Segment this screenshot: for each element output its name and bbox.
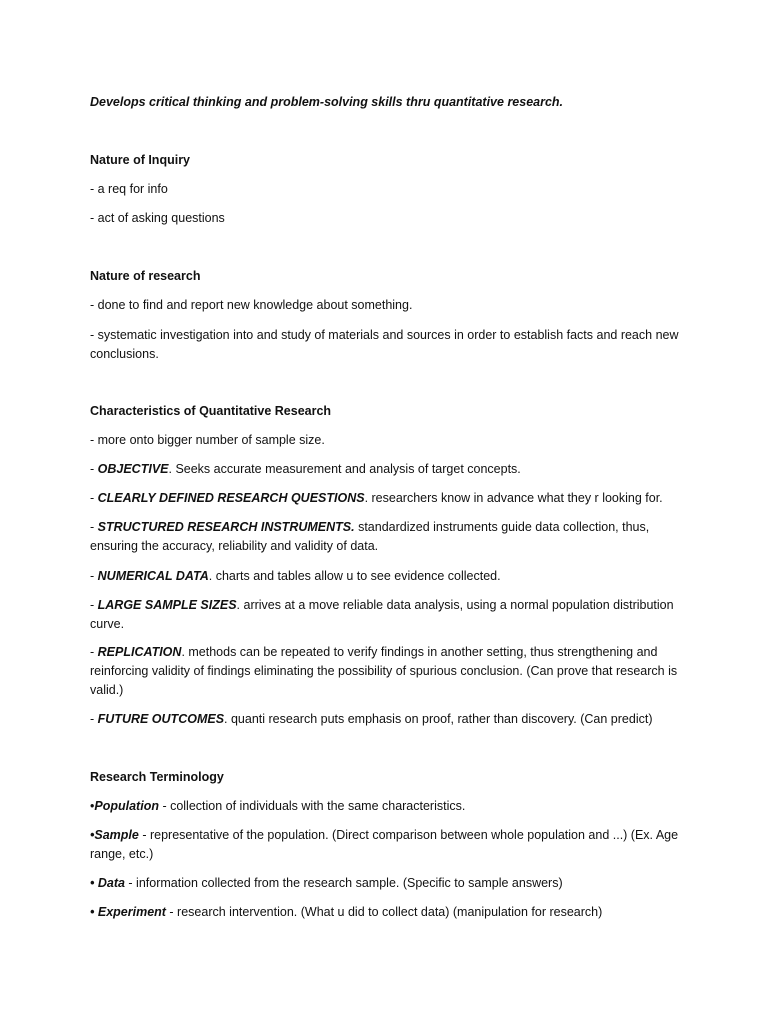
item-text: - information collected from the research sample. (Specific to sample answers) bbox=[124, 876, 563, 890]
item-term: LARGE SAMPLE SIZES bbox=[97, 598, 237, 612]
item-prefix: - bbox=[90, 491, 98, 505]
item-text: . researchers know in advance what they r looking for. bbox=[364, 491, 663, 505]
item-prefix: - bbox=[90, 598, 98, 612]
item-term: Sample bbox=[94, 828, 139, 842]
item-prefix: - bbox=[90, 645, 98, 659]
item-prefix: - bbox=[90, 569, 98, 583]
item-text: - representative of the population. (Direct comparison between whole population and ...) (Ex. Age range, etc.) bbox=[90, 828, 679, 861]
item-text: - collection of individuals with the same characteristics. bbox=[158, 799, 466, 813]
terminology-item-experiment bbox=[90, 903, 680, 922]
characteristic-item-objective bbox=[90, 460, 680, 479]
item-term: REPLICATION bbox=[97, 645, 182, 659]
bullet-icon: • bbox=[90, 828, 95, 842]
terminology-item-population bbox=[90, 797, 680, 816]
item-text: . arrives at a move reliable data analysis, using a normal population distribution curve. bbox=[90, 598, 674, 631]
item-prefix: - bbox=[90, 462, 98, 476]
inquiry-item: - a req for info bbox=[90, 182, 168, 196]
item-prefix: - bbox=[90, 712, 98, 726]
characteristic-item-future bbox=[90, 710, 680, 729]
item-term: Data bbox=[97, 876, 125, 890]
item-text: standardized instruments guide data collection, thus, ensuring the accuracy, reliability and validity of data. bbox=[90, 520, 650, 553]
research-item: - systematic investigation into and study of materials and sources in order to establish facts and reach new conclusions. bbox=[90, 328, 679, 361]
characteristic-item-replication bbox=[90, 643, 680, 700]
section-heading-research: Nature of research bbox=[90, 269, 201, 283]
item-term: NUMERICAL DATA bbox=[97, 569, 209, 583]
research-item: - done to find and report new knowledge about something. bbox=[90, 298, 413, 312]
characteristic-item-questions bbox=[90, 489, 680, 508]
characteristic-item-numerical bbox=[90, 567, 680, 586]
characteristic-item-instruments bbox=[90, 518, 680, 556]
item-text: . methods can be repeated to verify findings in another setting, thus strengthening and reinforcing validity of findings eliminating the possibility of spurious conclusion. (Can prove that research is valid.) bbox=[90, 645, 678, 697]
section-heading-characteristics: Characteristics of Quantitative Research bbox=[90, 404, 332, 418]
item-term: FUTURE OUTCOMES bbox=[97, 712, 225, 726]
characteristic-item-sample-sizes bbox=[90, 596, 680, 634]
item-prefix: - bbox=[90, 520, 98, 534]
section-heading-terminology: Research Terminology bbox=[90, 770, 224, 784]
inquiry-item: - act of asking questions bbox=[90, 211, 225, 225]
terminology-item-sample bbox=[90, 826, 680, 864]
item-term: Population bbox=[94, 799, 159, 813]
characteristics-intro: - more onto bigger number of sample size. bbox=[90, 433, 325, 447]
item-term: OBJECTIVE bbox=[97, 462, 169, 476]
bullet-icon: • bbox=[90, 905, 98, 919]
item-term: CLEARLY DEFINED RESEARCH QUESTIONS bbox=[97, 491, 365, 505]
bullet-icon: • bbox=[90, 876, 98, 890]
item-text: . Seeks accurate measurement and analysis of target concepts. bbox=[168, 462, 521, 476]
terminology-item-data bbox=[90, 874, 680, 893]
item-text: . quanti research puts emphasis on proof, rather than discovery. (Can predict) bbox=[224, 712, 653, 726]
document-subtitle: Develops critical thinking and problem-solving skills thru quantitative research. bbox=[90, 95, 564, 109]
item-term: Experiment bbox=[97, 905, 166, 919]
bullet-icon: • bbox=[90, 799, 95, 813]
item-text: . charts and tables allow u to see evidence collected. bbox=[208, 569, 501, 583]
item-term: STRUCTURED RESEARCH INSTRUMENTS. bbox=[97, 520, 355, 534]
section-heading-inquiry: Nature of Inquiry bbox=[90, 153, 191, 167]
item-text: - research intervention. (What u did to collect data) (manipulation for research) bbox=[165, 905, 603, 919]
